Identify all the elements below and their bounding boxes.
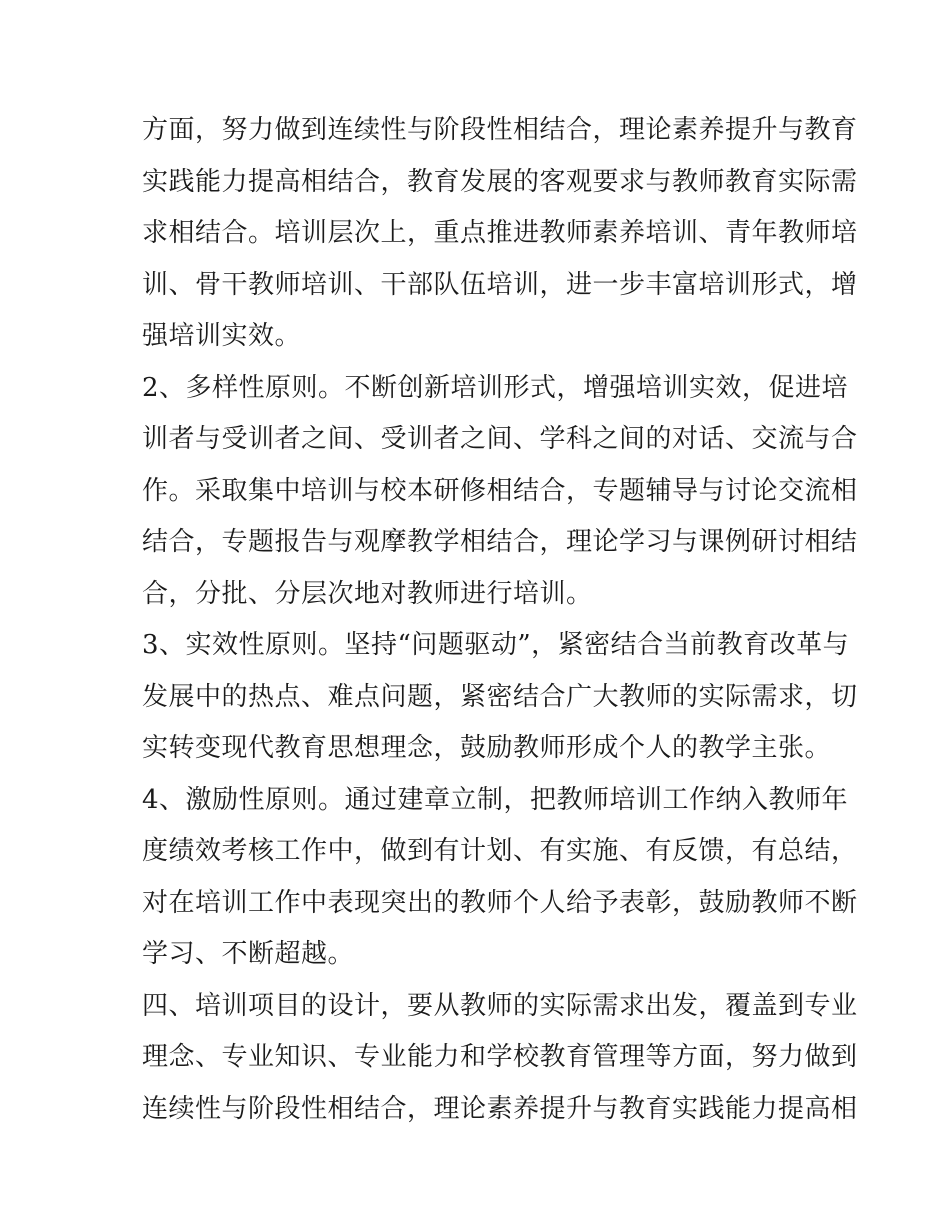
text-line: 连续性与阶段性相结合，理论素养提升与教育实践能力提高相 (142, 1093, 858, 1124)
body-text (142, 105, 858, 1135)
text-line: 四、培训项目的设计，要从教师的实际需求出发，覆盖到专业 (142, 990, 858, 1021)
text-line: 训、骨干教师培训、干部队伍培训，进一步丰富培训形式，增 (142, 269, 858, 300)
text-line: 方面，努力做到连续性与阶段性相结合，理论素养提升与教育 (142, 115, 858, 145)
text-line: 学习、不断超越。 (142, 939, 355, 969)
text-line: 训者与受训者之间、受训者之间、学科之间的对话、交流与合 (142, 424, 858, 454)
text-line: 合，分批、分层次地对教师进行培训。 (142, 578, 593, 609)
text-line: 作。采取集中培训与校本研修相结合，专题辅导与讨论交流相 (142, 475, 858, 506)
text-line: 实转变现代教育思想理念，鼓励教师形成个人的教学主张。 (142, 733, 832, 763)
text-line: 理念、专业知识、专业能力和学校教育管理等方面，努力做到 (142, 1042, 858, 1072)
text-line: 4、激励性原则。通过建章立制，把教师培训工作纳入教师年 (142, 784, 849, 815)
text-line: 求相结合。培训层次上，重点推进教师素养培训、青年教师培 (142, 218, 858, 248)
text-line: 2、多样性原则。不断创新培训形式，增强培训实效，促进培 (142, 372, 849, 403)
text-line: 度绩效考核工作中，做到有计划、有实施、有反馈，有总结， (142, 836, 858, 866)
text-line: 结合，专题报告与观摩教学相结合，理论学习与课例研讨相结 (142, 527, 858, 557)
text-line: 发展中的热点、难点问题，紧密结合广大教师的实际需求，切 (142, 681, 858, 712)
text-line: 3、实效性原则。坚持“问题驱动”，紧密结合当前教育改革与 (142, 630, 850, 660)
text-line: 实践能力提高相结合，教育发展的客观要求与教师教育实际需 (142, 166, 858, 197)
text-line: 对在培训工作中表现突出的教师个人给予表彰，鼓励教师不断 (142, 887, 858, 918)
text-line: 强培训实效。 (142, 321, 302, 351)
